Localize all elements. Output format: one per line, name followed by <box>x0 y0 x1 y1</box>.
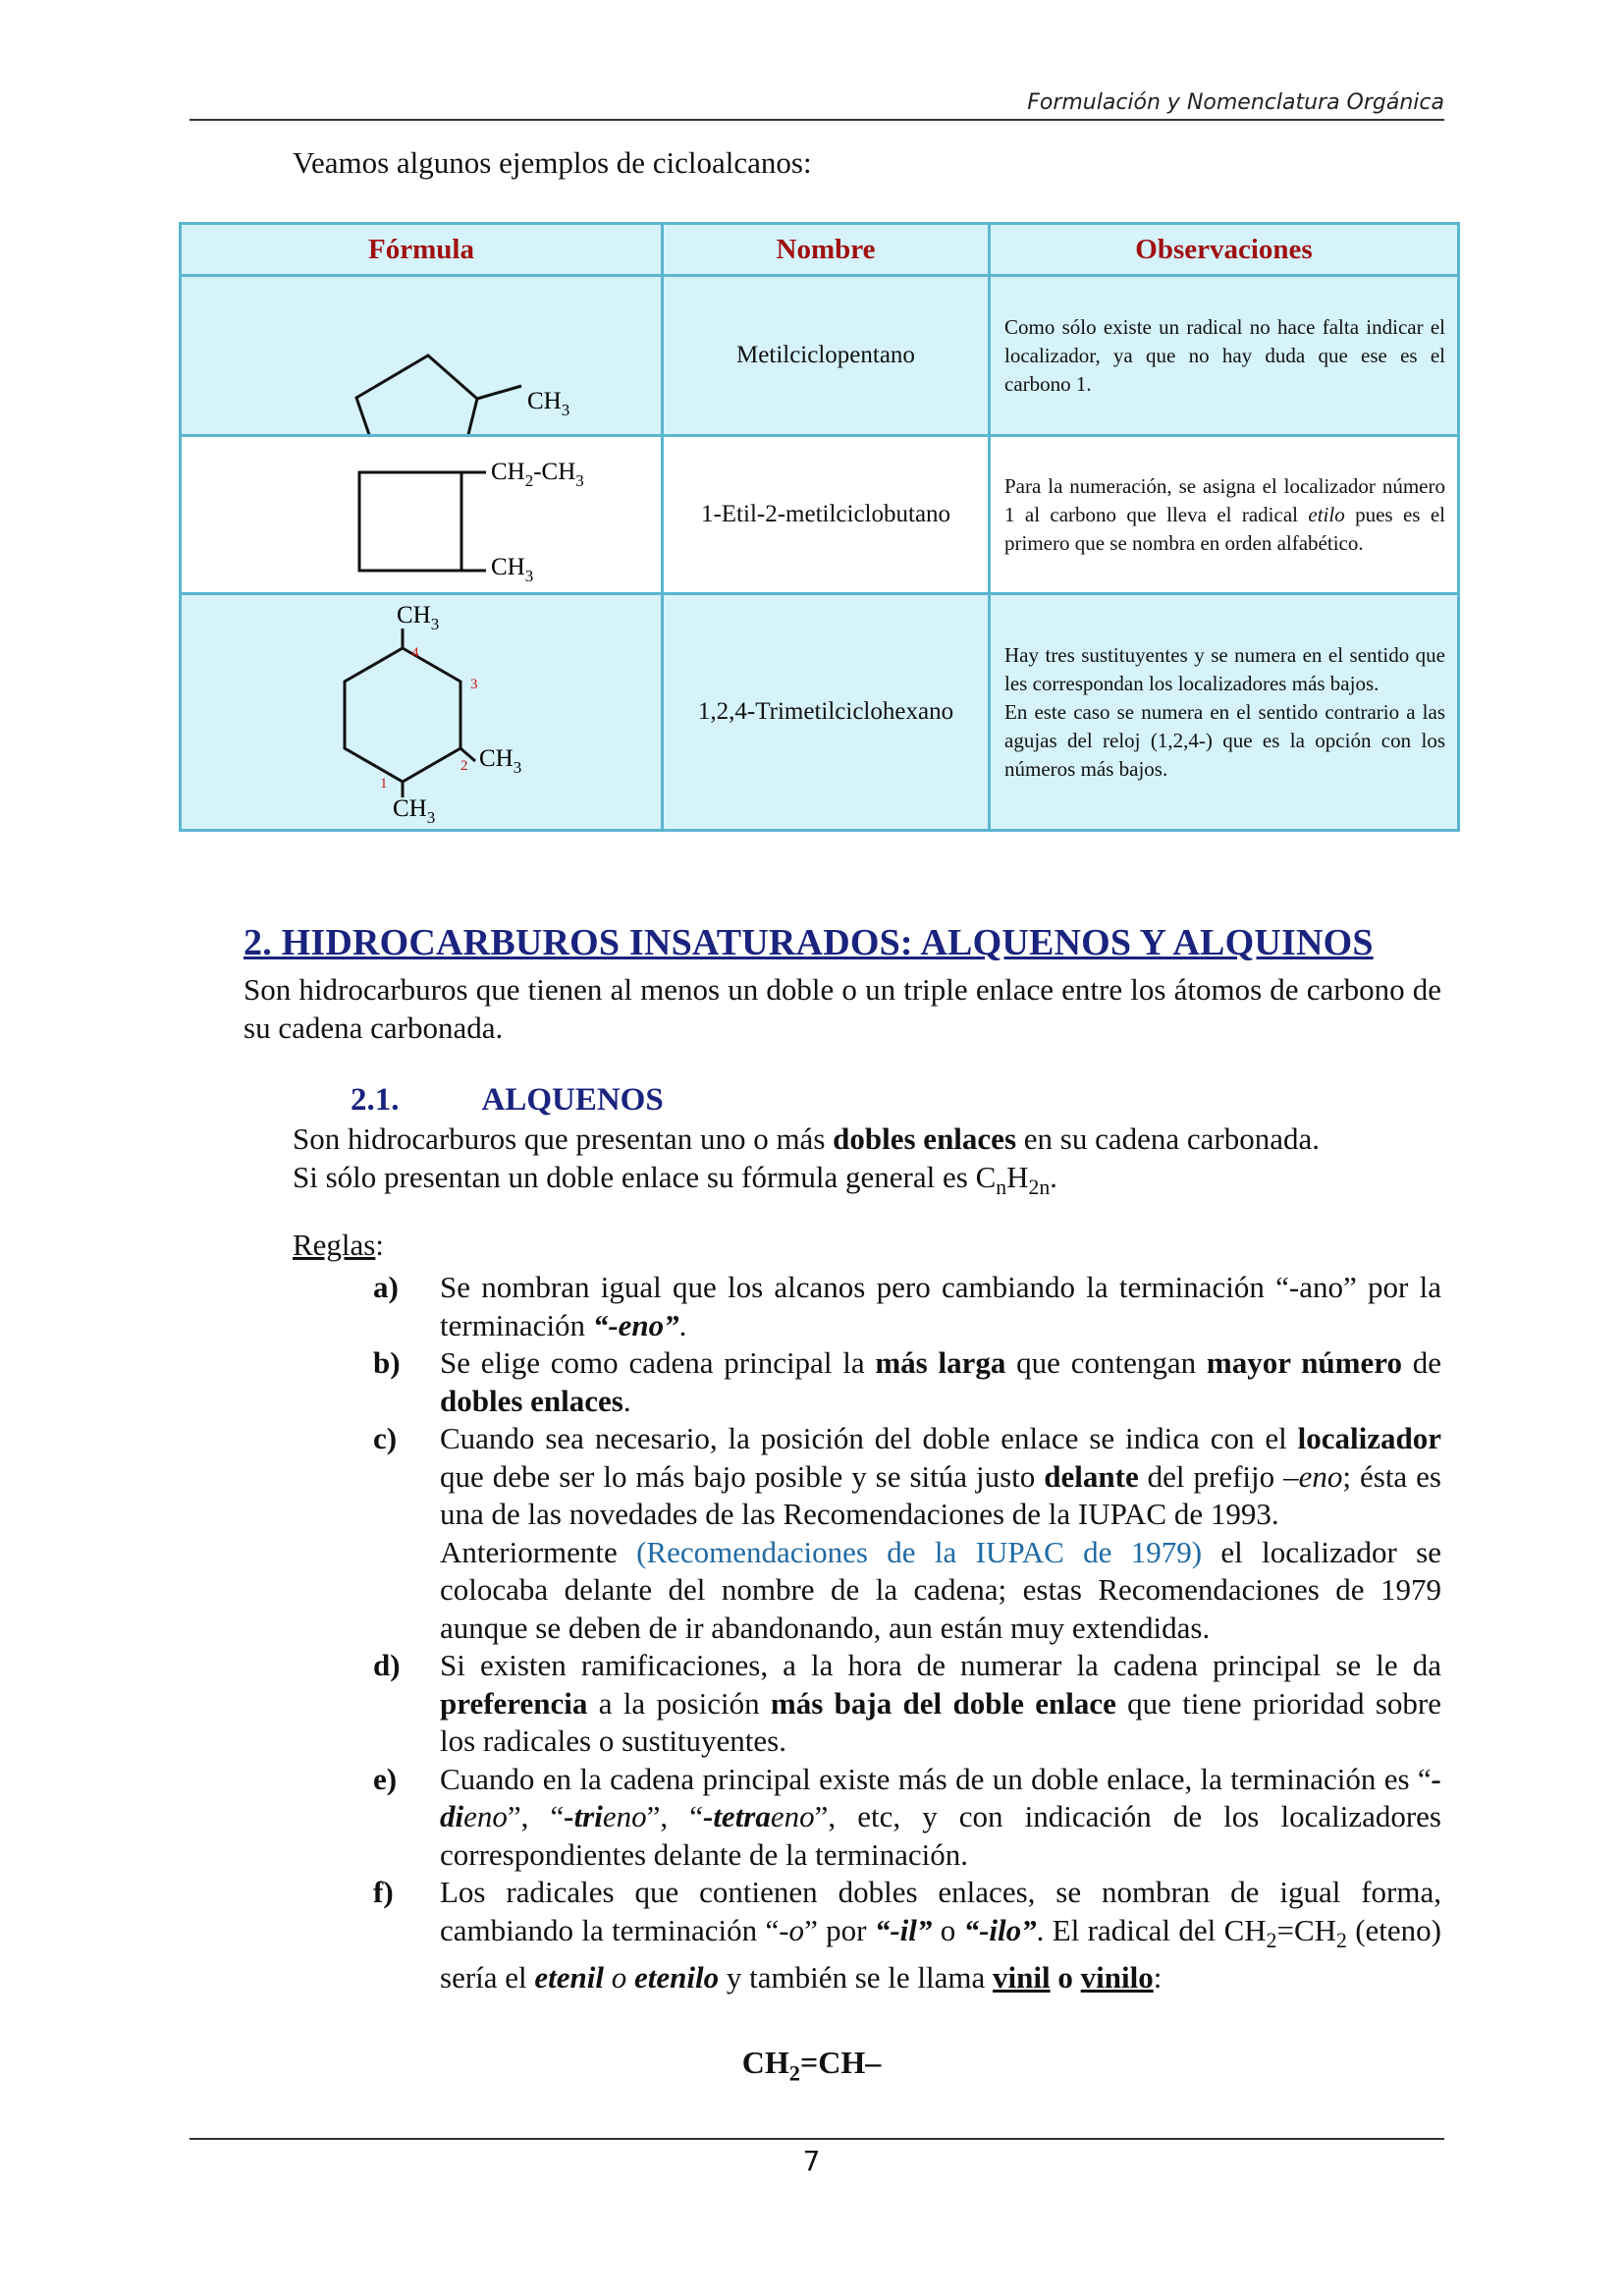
subscript-label: 3 <box>561 401 570 419</box>
rule-label: e) <box>373 1761 398 1796</box>
table-row <box>181 276 1459 436</box>
rule-text: Si existen ramificaciones, a la hora de numerar la cadena principal se le da preferencia a la posición más baja del doble enlace que tiene prioridad sobre los radicales o sustituyentes. <box>440 1648 1441 1758</box>
subscript-label: 3 <box>513 758 522 777</box>
methylcyclopentane-structure <box>182 277 664 434</box>
trimethylcyclohexane-structure <box>182 595 664 829</box>
rule-text: Los radicales que contienen dobles enlaces, se nombran de igual forma, cambiando la terminación “-o” por “-il” o “-ilo”. El radical del $CH_2=CH_2$ (eteno) sería el etenil o etenilo y también se le llama vinil o vinilo: <box>440 1875 1442 1995</box>
locant-number: 1 <box>380 776 388 792</box>
text-run: : <box>375 1228 384 1262</box>
intro-text: Veamos algunos ejemplos de cicloalcanos: <box>293 145 812 180</box>
subscript-label: 3 <box>524 567 534 585</box>
rule-text: Se nombran igual que los alcanos pero cambiando la terminación “-ano” por la terminación “-eno”. <box>440 1270 1441 1342</box>
footer-divider <box>189 2138 1444 2140</box>
text-run: Si sólo presentan un doble enlace su fórmula general es C <box>293 1160 997 1194</box>
text-run: en su cadena carbonada. <box>1016 1121 1320 1156</box>
obs-text: pues es el primero que se nombra en orden alfabético. <box>1004 502 1445 555</box>
rule-label: d) <box>373 1648 401 1682</box>
subscript-label: 3 <box>426 808 436 827</box>
page-number: 7 <box>802 2145 821 2177</box>
subsection-number: 2.1. <box>351 1082 400 1118</box>
name-cell: 1-Etil-2-metilciclobutano <box>663 436 990 594</box>
rule-label: a) <box>373 1270 399 1304</box>
rule-label: f) <box>373 1875 394 1909</box>
cycloalkane-table <box>179 222 1460 832</box>
ch-label: -CH <box>533 459 576 485</box>
svg-text:CH3 <box>393 795 435 827</box>
subscript: n <box>996 1175 1007 1200</box>
name-cell: Metilciclopentano <box>663 276 990 436</box>
ch-label: CH <box>479 745 514 772</box>
locant-number: 2 <box>460 758 468 774</box>
formula-cell <box>181 276 663 436</box>
section-heading: 2. HIDROCARBUROS INSATURADOS: ALQUENOS Y ALQUINOS <box>243 922 1374 963</box>
subscript-label: 2 <box>524 471 534 490</box>
ch-label: CH <box>491 459 525 485</box>
formula-cell <box>181 594 663 831</box>
table-row <box>181 594 1459 831</box>
obs-paragraph: En este caso se numera en el sentido contrario a las agujas del reloj (1,2,4-) que es la opción con los números más bajos. <box>1004 699 1445 781</box>
text-run: . <box>1050 1160 1057 1194</box>
header-name: Nombre <box>663 224 990 276</box>
list-item <box>373 1761 1441 1875</box>
rule-text: Se elige como cadena principal la más larga que contengan mayor número de dobles enlaces. <box>440 1345 1441 1418</box>
observation-cell <box>990 594 1459 831</box>
subscript-label: 3 <box>430 615 440 633</box>
underlined-text: Reglas <box>293 1228 376 1262</box>
rule-label: b) <box>373 1345 401 1380</box>
locant-number: 4 <box>411 645 419 661</box>
section-text: Son hidrocarburos que tienen al menos un doble o un triple enlace entre los átomos de carbono de su cadena carbonada. <box>243 972 1441 1045</box>
svg-text:CH3 <box>491 554 533 585</box>
rule-label: c) <box>373 1421 398 1455</box>
obs-text: Para la numeración, se asigna el localizador número 1 al carbono que lleva el radical <box>1004 473 1445 526</box>
list-item <box>373 1420 1441 1647</box>
running-header: Formulación y Nomenclatura Orgánica <box>189 90 1444 121</box>
ch-label: CH <box>527 388 562 414</box>
table-header-row <box>181 224 1459 276</box>
ch-label: CH <box>393 795 427 822</box>
list-item <box>373 1344 1441 1420</box>
list-item <box>373 1269 1441 1344</box>
bold-text: dobles enlaces <box>833 1121 1017 1156</box>
rules-list <box>373 1269 1441 1997</box>
observation-cell <box>990 436 1459 594</box>
ethylmethylcyclobutane-structure <box>182 437 664 592</box>
obs-paragraph: Hay tres sustituyentes y se numera en el sentido que les correspondan los localizadores más bajos. <box>1004 642 1445 695</box>
list-item <box>373 1874 1441 1997</box>
formula-cell <box>181 436 663 594</box>
obs-italic: etilo <box>1308 502 1345 526</box>
vinyl-formula: $CH_2=CH-$ <box>741 2045 882 2086</box>
subscript: 2n <box>1028 1175 1051 1200</box>
text-run: Son hidrocarburos que presentan uno o más <box>293 1121 834 1156</box>
list-item <box>373 1647 1441 1761</box>
subscript-label: 3 <box>575 471 584 490</box>
svg-text:CH3 <box>527 388 569 419</box>
rule-text: Cuando sea necesario, la posición del doble enlace se indica con el localizador que debe ser lo más bajo posible y se sitúa justo delante del prefijo –eno; ésta es una de las novedades de las Recomendaciones de la IUPAC de 1993. Anteriormente (Recomendaciones de la IUPAC de 1979) el localizador se colocaba delante del nombre de la cadena; estas Recomendaciones de 1979 aunque se deben de ir abandonando, aun están muy extendidas. <box>440 1421 1441 1645</box>
svg-text:CH2-CH3 <box>491 459 584 490</box>
name-cell: 1,2,4-Trimetilciclohexano <box>663 594 990 831</box>
subsection-text <box>293 1120 1441 1207</box>
rules-label <box>293 1226 384 1264</box>
text-run: H <box>1006 1160 1029 1194</box>
observation-cell: Como sólo existe un radical no hace falta indicar el localizador, ya que no hay duda que ese es el carbono 1. <box>990 276 1459 436</box>
svg-text:CH3 <box>479 745 521 777</box>
table-row <box>181 436 1459 594</box>
subsection-heading <box>351 1082 664 1119</box>
ch-label: CH <box>491 554 525 580</box>
locant-number: 3 <box>470 677 478 692</box>
header-formula: Fórmula <box>181 224 663 276</box>
header-observations: Observaciones <box>990 224 1459 276</box>
ch-label: CH <box>397 602 431 629</box>
subsection-title: ALQUENOS <box>481 1082 664 1118</box>
rule-text: Cuando en la cadena principal existe más de un doble enlace, la terminación es “-dieno”, “-trieno”, “-tetraeno”, etc, y con indicación de los localizadores correspondientes delante de la terminación. <box>440 1761 1441 1872</box>
